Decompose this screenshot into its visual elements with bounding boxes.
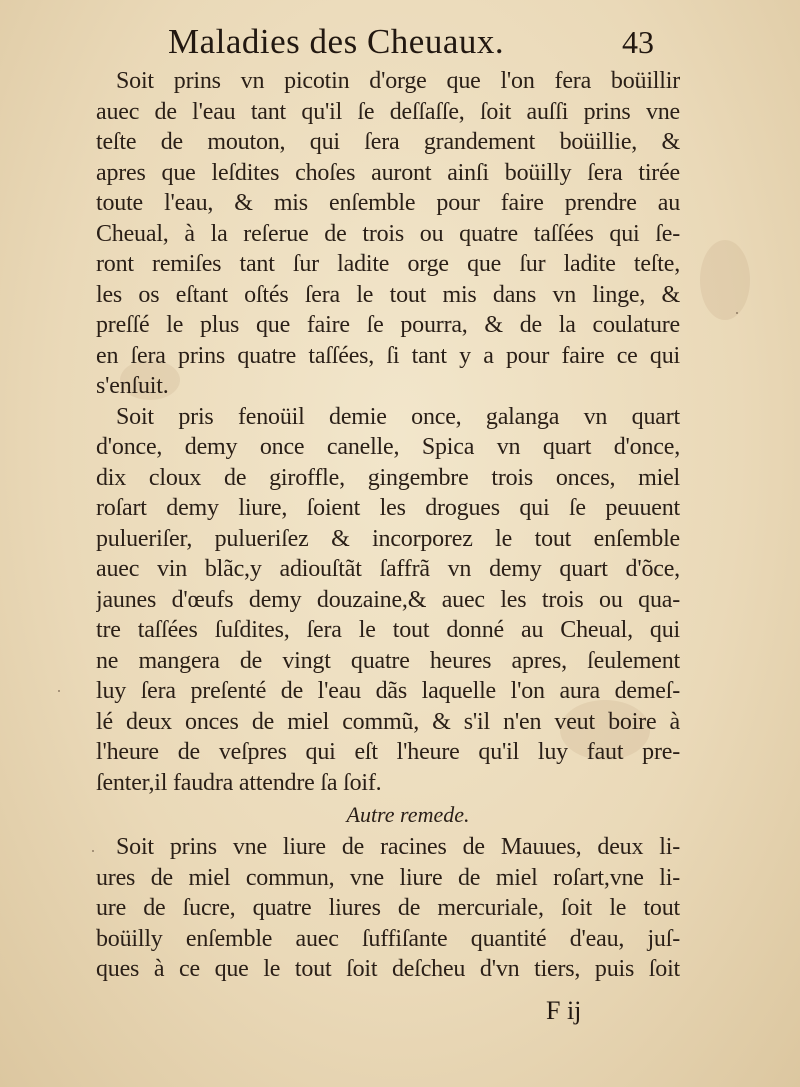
text-line: tre taſſées ſuſdites, ſera le tout donné au Cheual, qui [96, 617, 680, 643]
text-line: toute l'eau, & mis enſemble pour faire prendre au [96, 190, 680, 216]
text-line: d'once, demy once canelle, Spica vn quart d'once, [96, 434, 680, 460]
paragraph [96, 402, 680, 799]
text-line: en ſera prins quatre taſſées, ſi tant y a pour faire ce qui [96, 342, 680, 369]
text-line: Soit pris fenoüil demie once, galanga vn quart [116, 403, 680, 430]
text-line: teſte de mouton, qui ſera grandement boüillie, & [96, 129, 680, 155]
text-line: ques à ce que le tout ſoit deſcheu d'vn tiers, puis ſoit [96, 956, 680, 982]
text-line: Cheual, à la reſerue de trois ou quatre taſſées qui ſe- [96, 220, 680, 247]
body-text [96, 66, 680, 985]
signature-mark: F ij [546, 996, 582, 1025]
text-line: ront remiſes tant ſur ladite orge que ſur ladite teſte, [96, 251, 680, 277]
text-line: preſſé le plus que faire ſe pourra, & de la coulature [96, 312, 680, 338]
text-line: luy ſera preſenté de l'eau dãs laquelle l'on aura demeſ- [96, 678, 680, 704]
text-line: ſenter,il faudra attendre ſa ſoif. [96, 769, 382, 796]
text-line: auec vin blãc,y adiouſtãt ſaffrã vn demy quart d'õce, [96, 556, 680, 582]
paper-speck [92, 850, 94, 852]
text-line: jaunes d'œufs demy douzaine,& auec les trois ou qua- [96, 586, 680, 613]
paper-stain [700, 240, 750, 320]
text-line: roſart demy liure, ſoient les drogues qui ſe peuuent [96, 495, 680, 521]
text-line: Soit prins vn picotin d'orge que l'on fera boüillir [116, 68, 680, 94]
text-line: lé deux onces de miel commũ, & s'il n'en veut boire à [96, 708, 680, 735]
text-line: ure de ſucre, quatre liures de mercuriale, ſoit le tout [96, 895, 680, 921]
paper-speck [58, 690, 60, 692]
text-line: apres que leſdites choſes auront ainſi boüilly ſera tirée [96, 159, 680, 186]
text-line: ures de miel commun, vne liure de miel roſart,vne li- [96, 864, 680, 891]
paragraph [96, 66, 680, 402]
section-heading: Autre remede. [346, 802, 470, 827]
paragraph [96, 832, 680, 985]
text-line: pulueriſer, pulueriſez & incorporez le tout enſemble [96, 525, 680, 552]
text-line: l'heure de veſpres qui eſt l'heure qu'il luy faut pre- [96, 739, 680, 765]
text-line: ne mangera de vingt quatre heures apres, ſeulement [96, 647, 680, 674]
text-line: auec de l'eau tant qu'il ſe deſſaſſe, ſoit auſſi prins vne [96, 98, 680, 125]
text-line: boüilly enſemble auec ſuffiſante quantité d'eau, juſ- [96, 925, 680, 952]
paper-speck [736, 312, 738, 314]
text-line: Soit prins vne liure de racines de Mauues, deux li- [116, 834, 680, 860]
page-number: 43 [622, 24, 654, 60]
running-title: Maladies des Cheuaux. [168, 22, 505, 61]
page-header [168, 22, 668, 64]
text-line: s'enſuit. [96, 373, 169, 399]
text-line: les os eſtant oſtés ſera le tout mis dans vn linge, & [96, 281, 680, 308]
text-line: dix cloux de giroffle, gingembre trois onces, miel [96, 464, 680, 491]
